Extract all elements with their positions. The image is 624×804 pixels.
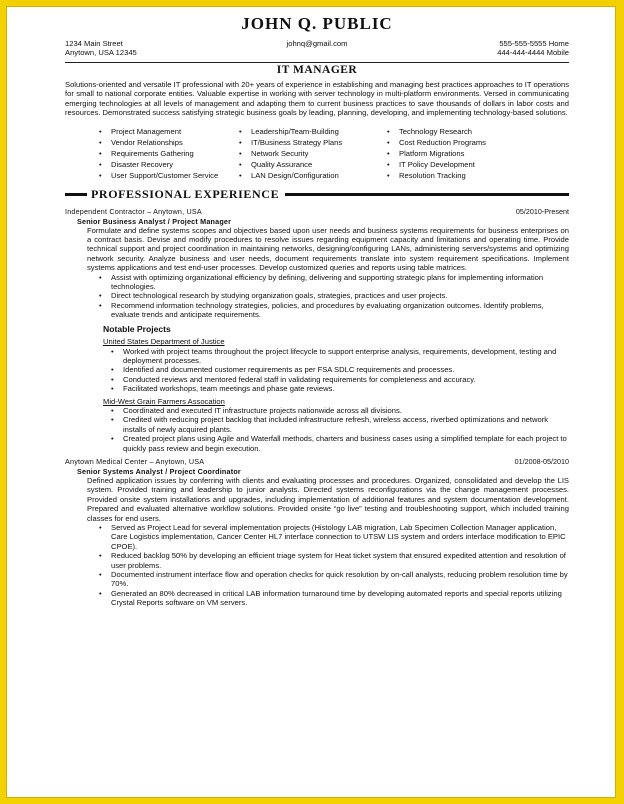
skills-column-1 — [99, 126, 239, 181]
skill-item: • Project Management — [99, 126, 239, 137]
skill-item: • LAN Design/Configuration — [239, 170, 387, 181]
list-item: • Worked with project teams throughout the project lifecycle to support enterprise analysis, requirements, development, testing and deployment processes. — [111, 347, 569, 366]
list-item: • Identified and documented customer requirements as per FSA SDLC requirements and processes. — [111, 365, 569, 374]
list-item: • Created project plans using Agile and Waterfall methods, charters and business cases using a simplified template for each project to quickly pass review and begin execution. — [111, 434, 569, 453]
skill-item: • Disaster Recovery — [99, 159, 239, 170]
skill-item: • IT Policy Development — [387, 159, 497, 170]
role-title: IT MANAGER — [276, 64, 358, 76]
project-name: Mid-West Grain Farmers Assocation — [103, 396, 225, 406]
phone-home: 555-555-5555 Home — [499, 39, 569, 48]
heading-rule-right — [285, 193, 569, 196]
list-item: • Assist with optimizing organizational efficiency by defining, delivering and supporting strategic plans for implementing information technologies. — [99, 273, 569, 292]
heading-rule-left — [65, 193, 87, 196]
project-name: United States Department of Justice — [103, 337, 225, 347]
list-item: • Direct technological research by studying organization goals, strategies, practices and user projects. — [99, 291, 569, 300]
project-bullets — [65, 347, 569, 394]
resume-page — [65, 14, 569, 608]
candidate-name: JOHN Q. PUBLIC — [241, 14, 393, 33]
list-item: • Conducted reviews and mentored federal staff in validating requirements for completeness and accuracy. — [111, 375, 569, 384]
experience-heading-text: PROFESSIONAL EXPERIENCE — [91, 186, 280, 201]
skill-item: • Platform Migrations — [387, 148, 497, 159]
address-line-2: Anytown, USA 12345 — [65, 48, 137, 58]
contact-block — [65, 39, 569, 61]
skill-item: • Technology Research — [387, 126, 497, 137]
list-item: • Documented instrument interface flow and operation checks for quick resolution by on-call analysts, reducing problem resolution time by 70%. — [99, 570, 569, 589]
job-bullets — [65, 273, 569, 320]
job-header — [65, 207, 569, 217]
job-entry — [65, 207, 569, 453]
phone-mobile: 444-444-4444 Mobile — [497, 48, 569, 58]
job-description: Defined application issues by conferring with clients and evaluating processes and procedures. Organized, consolidated and develop the LIS system. Provided training and leadership to junior analysts. Directed systems reconfigurations via the change management processes. Provided onsite system installations and upgrades, including implementation of additional features and system documentation development. Prepared and evaluated alternative workflow solutions. Provided onsite “go live” testing and troubleshooting support, which included training classes for end users. — [87, 475, 569, 523]
address-line-1: 1234 Main Street — [65, 39, 123, 48]
job-organization: Anytown Medical Center – Anytown, USA — [65, 456, 205, 466]
job-bullets — [65, 523, 569, 608]
list-item: • Facilitated workshops, team meetings and phase gate reviews. — [111, 384, 569, 393]
job-organization: Independent Contractor – Anytown, USA — [65, 206, 202, 216]
list-item: • Credited with reducing project backlog that included infrastructure refresh, wireless access, riverbed optimizations and network installs of newly acquired plants. — [111, 415, 569, 434]
job-title: Senior Business Analyst / Project Manager — [77, 216, 232, 226]
list-item: • Served as Project Lead for several implementation projects (Histology LAB migration, Lab Specimen Collection Manager application, Care Logistics implementation, Cancer Center HL7 interface connection to UTSW LIS system and orders interface modification to EPIC CPOE). — [99, 523, 569, 551]
experience-heading — [65, 187, 569, 203]
skills-column-3 — [387, 126, 497, 181]
notable-projects-title: Notable Projects — [103, 323, 171, 334]
skill-item: • Vendor Relationships — [99, 137, 239, 148]
job-dates: 05/2010-Present — [515, 206, 569, 216]
skill-item: • Resolution Tracking — [387, 170, 497, 181]
skill-item: • User Support/Customer Service — [99, 170, 239, 181]
job-description: Formulate and define systems scopes and objectives based upon user needs and business systems requirements for business enterprises on a contract basis. Devise and modify procedures to resolve issues regarding equipment capacity and limitations and operating time. Provide technical support and project coordination in maintaining networks, designing/configuring LANs, administering servers/systems and optimizing network security. Analyze business and user needs, document requirements translate into system requirement specifications. Implement systems applications and test end-user processes. Develop customized queries and reports using table matrices. — [87, 225, 569, 273]
skills-column-2 — [239, 126, 387, 181]
list-item: • Reduced backlog 50% by developing an efficient triage system for Heat ticket system that ensured expedited attention and resolution of user problems. — [99, 551, 569, 570]
list-item: • Coordinated and executed IT infrastructure projects nationwide across all divisions. — [111, 406, 569, 415]
skill-item: • Requirements Gathering — [99, 148, 239, 159]
project-bullets — [65, 406, 569, 453]
skills-grid — [99, 126, 569, 181]
skill-item: • Leadership/Team-Building — [239, 126, 387, 137]
skill-item: • IT/Business Strategy Plans — [239, 137, 387, 148]
phones — [497, 39, 569, 58]
job-header — [65, 457, 569, 467]
skill-item: • Cost Reduction Programs — [387, 137, 497, 148]
skill-item: • Network Security — [239, 148, 387, 159]
skill-item: • Quality Assurance — [239, 159, 387, 170]
job-title: Senior Systems Analyst / Project Coordinator — [77, 466, 241, 476]
list-item: • Recommend information technology strategies, policies, and procedures by evaluating organization outcomes. Identify problems, evaluate trends and anticipate requirements. — [99, 301, 569, 320]
list-item: • Generated an 80% decreased in critical LAB information turnaround time by developing automated reports and special reports utilizing Crystal Reports software on VM servers. — [99, 589, 569, 608]
page-frame — [6, 6, 616, 798]
email: johnq@gmail.com — [286, 39, 348, 48]
job-entry — [65, 457, 569, 608]
header-divider — [65, 62, 569, 63]
summary: Solutions-oriented and versatile IT professional with 20+ years of experience in establishing and managing best practices approaches to IT operations for small to national corporate entities. Valuable expertise in working with server technology in multi-platform environments. Versed in communicating emerging technologies at all levels of management and adapting them to current business practices to save thousands of dollars in labor costs and resources. Demonstrated success satisfying strategic business goals by leading, planning, developing, and implementing technology-based solutions. — [65, 80, 569, 118]
job-dates: 01/2008-05/2010 — [514, 456, 569, 466]
